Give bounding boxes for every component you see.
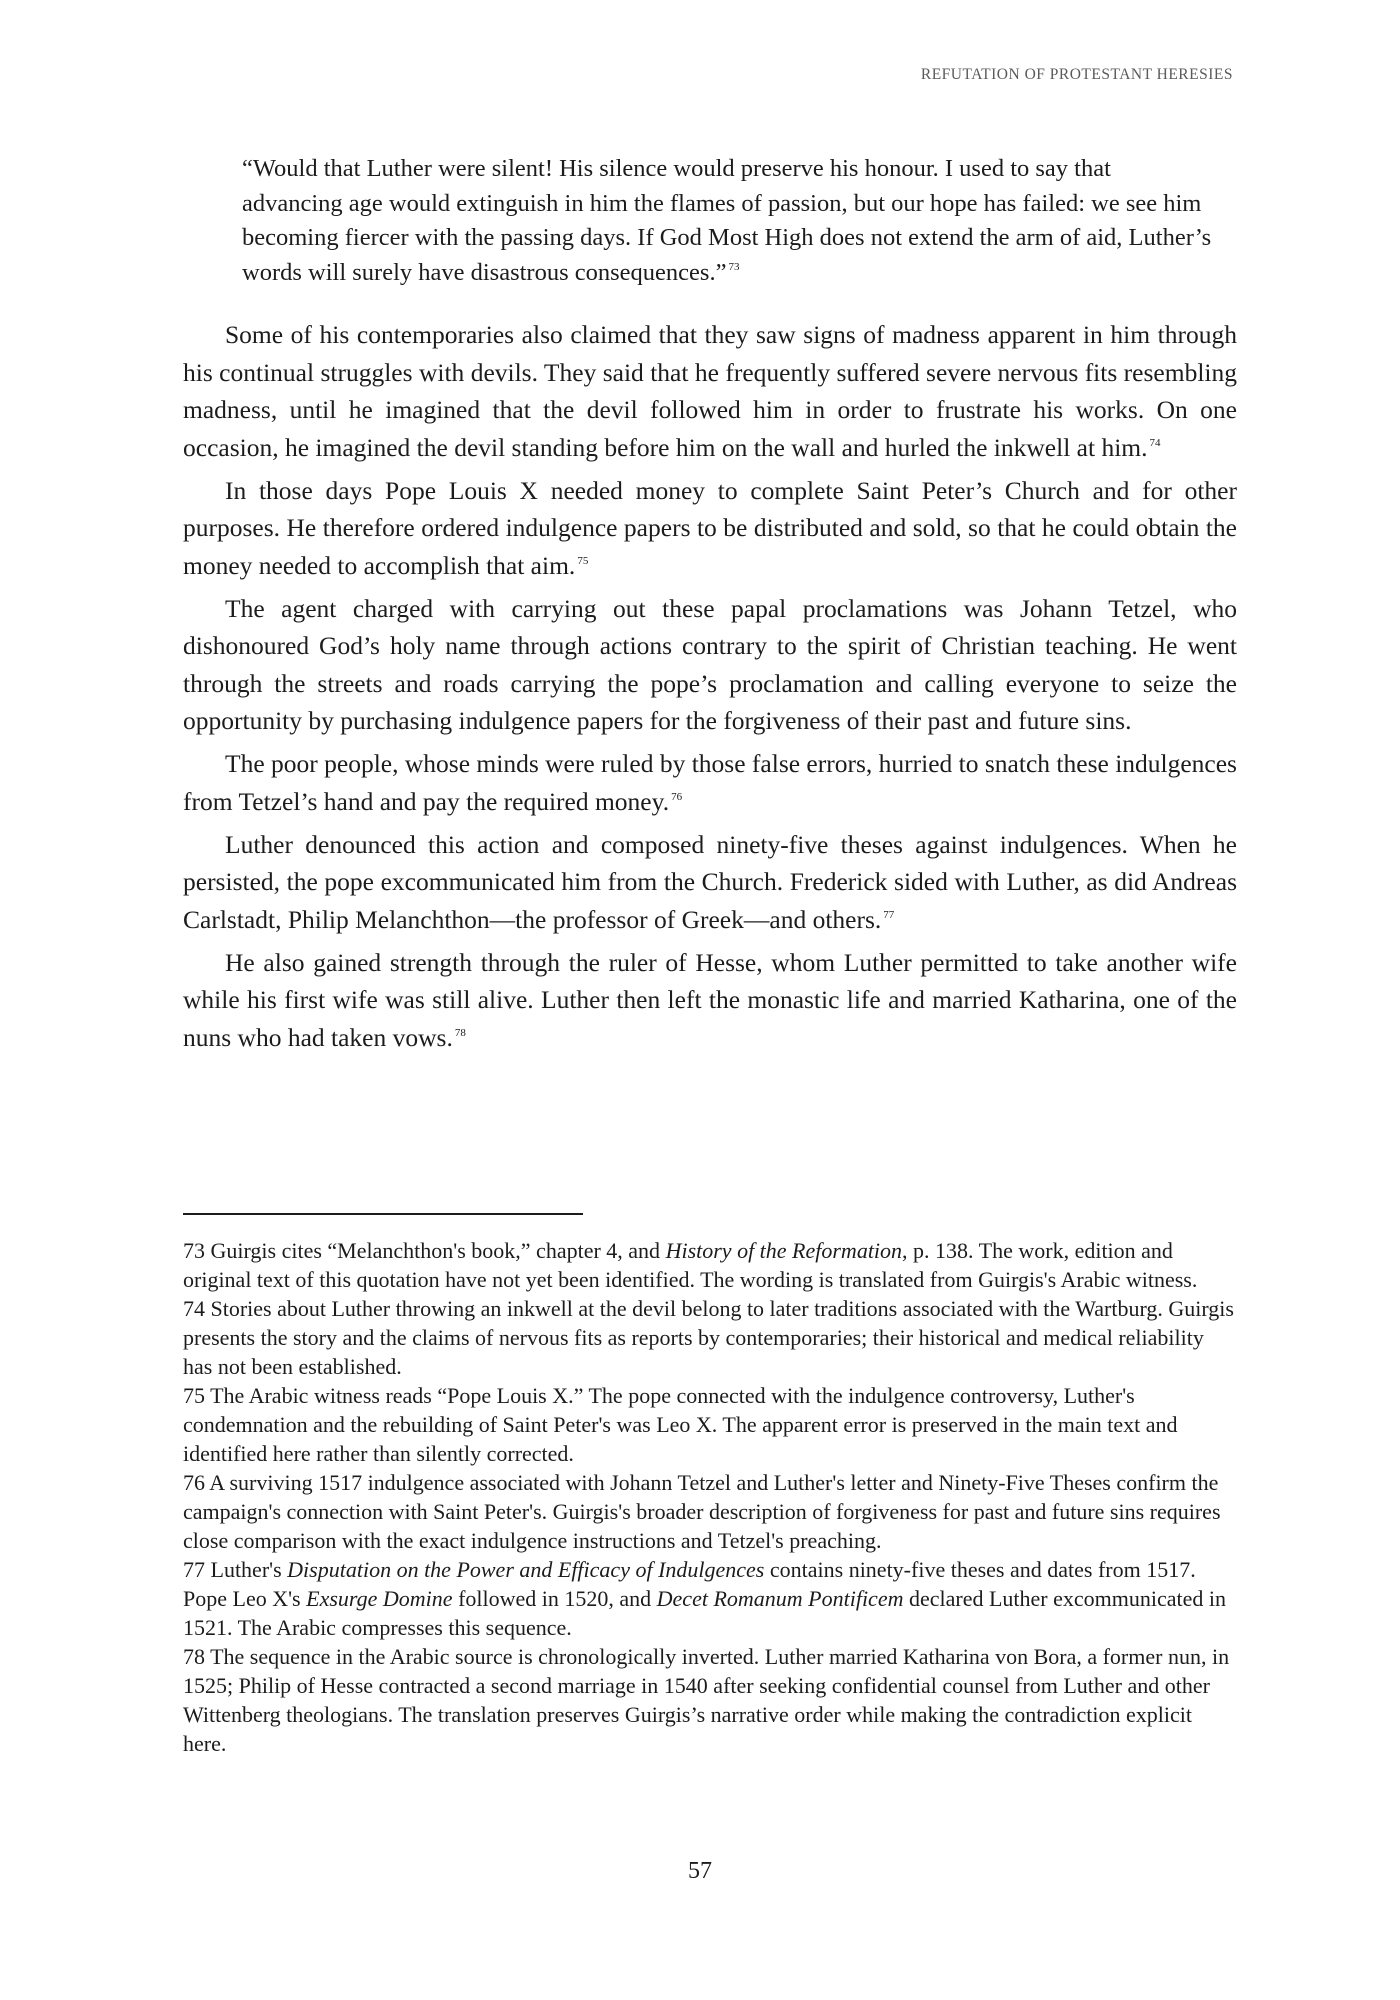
paragraph <box>183 472 1237 585</box>
block-quote <box>242 152 1212 290</box>
footnote <box>183 1236 1237 1294</box>
footnote-text: , p. 138. The work, edition and original text of this quotation have not yet been identified. The wording is translated from Guirgis's Arabic witness. <box>183 1238 1198 1292</box>
footnote <box>183 1381 1237 1468</box>
footnotes <box>183 1236 1237 1758</box>
footnote-text: 73 Guirgis cites “Melanchthon's book,” chapter 4, and <box>183 1238 666 1263</box>
footnote-separator <box>183 1213 583 1215</box>
footnote <box>183 1294 1237 1381</box>
paragraph-text: The poor people, whose minds were ruled by those false errors, hurried to snatch these indulgences from Tetzel’s hand and pay the required money. <box>183 749 1237 816</box>
footnote-text: followed in 1520, and <box>452 1586 657 1611</box>
footnote-italic-title: Decet Romanum Pontificem <box>656 1586 904 1611</box>
footnote-italic-title: Disputation on the Power and Efficacy of Indulgences <box>287 1557 765 1582</box>
footnote-text: 76 A surviving 1517 indulgence associated with Johann Tetzel and Luther's letter and Ninety-Five Theses confirm the campaign's connection with Saint Peter's. Guirgis's broader description of forgiveness for past and future sins requires close comparison with the exact indulgence instructions and Tetzel's preaching. <box>183 1470 1221 1553</box>
footnote <box>183 1642 1237 1758</box>
footnote-ref[interactable]: 76 <box>671 791 683 803</box>
footnote-ref[interactable]: 74 <box>1149 437 1161 449</box>
body-text <box>183 316 1237 1062</box>
footnote <box>183 1468 1237 1555</box>
paragraph-text: Some of his contemporaries also claimed that they saw signs of madness apparent in him through his continual struggles with devils. They said that he frequently suffered severe nervous fits resembling madness, until he imagined that the devil followed him in order to frustrate his works. On one occasion, he imagined the devil standing before him on the wall and hurled the inkwell at him. <box>183 320 1237 462</box>
footnote-text: declared Luther excommunicated in 1521. The Arabic compresses this sequence. <box>183 1586 1226 1640</box>
paragraph <box>183 316 1237 466</box>
footnote-italic-title: Exsurge Domine <box>306 1586 453 1611</box>
paragraph-text: Luther denounced this action and composed ninety-five theses against indulgences. When he persisted, the pope excommunicated him from the Church. Frederick sided with Luther, as did Andreas Carlstadt, Philip Melanchthon—the professor of Greek—and others. <box>183 829 1237 934</box>
footnote-ref[interactable]: 78 <box>454 1027 466 1039</box>
paragraph-text: In those days Pope Louis X needed money to complete Saint Peter’s Church and for other purposes. He therefore ordered indulgence papers to be distributed and sold, so that he could obtain the money needed to accomplish that aim. <box>183 475 1237 580</box>
footnote-italic-title: History of the Reformation <box>665 1238 903 1263</box>
paragraph-text: The agent charged with carrying out these papal proclamations was Johann Tetzel, who dishonoured God’s holy name through actions contrary to the spirit of Christian teaching. He went through the streets and roads carrying the pope’s proclamation and calling everyone to seize the opportunity by purchasing indulgence papers for the forgiveness of their past and future sins. <box>183 593 1237 735</box>
paragraph <box>183 826 1237 939</box>
footnote-text: 77 Luther's <box>183 1557 288 1582</box>
running-head: REFUTATION OF PROTESTANT HERESIES <box>920 66 1233 83</box>
paragraph <box>183 590 1237 740</box>
paragraph <box>183 745 1237 820</box>
footnote-ref[interactable]: 75 <box>577 555 589 567</box>
paragraph-text: He also gained strength through the ruler of Hesse, whom Luther permitted to take another wife while his first wife was still alive. Luther then left the monastic life and married Katharina, one of the nuns who had taken vows. <box>183 947 1237 1052</box>
paragraph <box>183 944 1237 1057</box>
page-number: 57 <box>688 1858 712 1884</box>
footnote <box>183 1555 1237 1642</box>
block-quote-text: “Would that Luther were silent! His silence would preserve his honour. I used to say that advancing age would extinguish in him the flames of passion, but our hope has failed: we see him becoming fiercer with the passing days. If God Most High does not extend the arm of aid, Luther’s words will surely have disastrous consequences.” <box>242 155 1212 286</box>
footnote-text: 74 Stories about Luther throwing an inkwell at the devil belong to later traditions associated with the Wartburg. Guirgis presents the story and the claims of nervous fits as reports by contemporaries; their historical and medical reliability has not been established. <box>183 1296 1234 1379</box>
footnote-text: 75 The Arabic witness reads “Pope Louis X.” The pope connected with the indulgence controversy, Luther's condemnation and the rebuilding of Saint Peter's was Leo X. The apparent error is preserved in the main text and identified here rather than silently corrected. <box>183 1383 1178 1466</box>
footnote-text: contains ninety-five theses and dates from 1517. Pope Leo X's <box>183 1557 1196 1611</box>
footnote-text: 78 The sequence in the Arabic source is chronologically inverted. Luther married Katharina von Bora, a former nun, in 1525; Philip of Hesse contracted a second marriage in 1540 after seeking confidential counsel from Luther and other Wittenberg theologians. The translation preserves Guirgis’s narrative order while making the contradiction explicit here. <box>183 1644 1230 1756</box>
footnote-ref[interactable]: 73 <box>728 261 740 274</box>
footnote-ref[interactable]: 77 <box>883 909 895 921</box>
